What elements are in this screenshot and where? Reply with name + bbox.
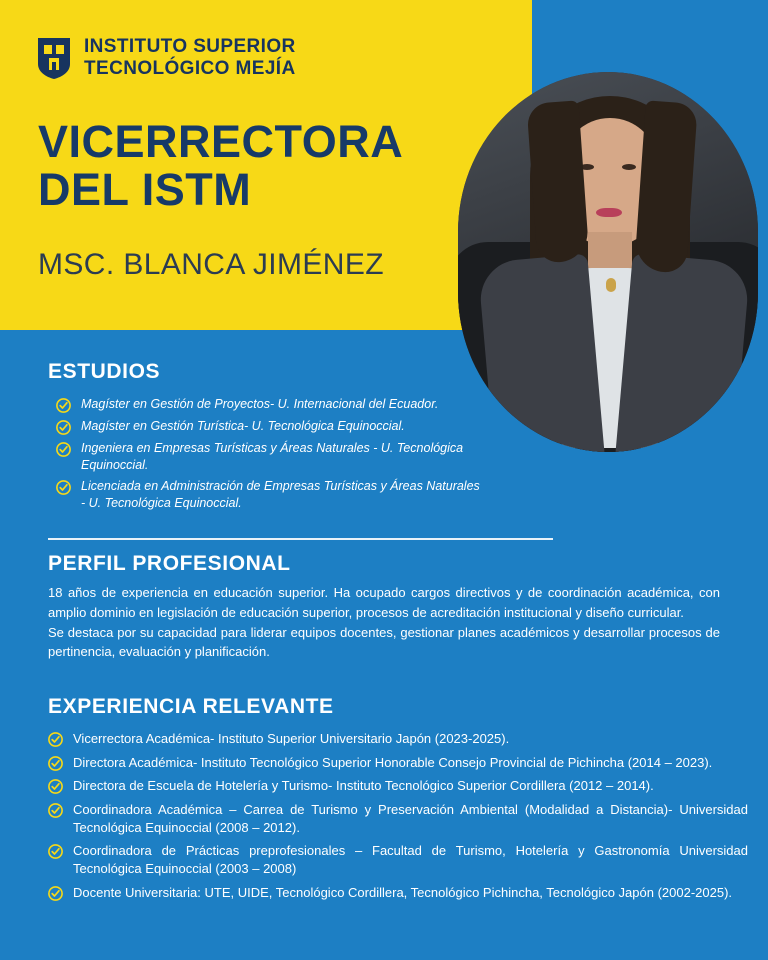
person-name: MSC. BLANCA JIMÉNEZ xyxy=(38,248,384,281)
section-heading-estudios: ESTUDIOS xyxy=(48,360,161,383)
portrait-photo xyxy=(458,72,758,452)
check-circle-icon xyxy=(56,442,71,457)
list-item-label: Directora de Escuela de Hotelería y Turismo- Instituto Tecnológico Superior Cordillera (2012 – 2014). xyxy=(73,778,654,794)
portrait-hair-front-left xyxy=(526,100,589,263)
check-circle-icon xyxy=(56,398,71,413)
list-item xyxy=(48,754,748,772)
check-circle-icon xyxy=(48,756,63,771)
check-circle-icon xyxy=(48,886,63,901)
list-item-label: Coordinadora de Prácticas preprofesionales – Facultad de Turismo, Hotelería y Gastronomía Universidad Tecnológica Equinoccial (2003 – 2008) xyxy=(73,843,748,877)
logo-text xyxy=(84,36,296,81)
list-item-label: Ingeniera en Empresas Turísticas y Áreas Naturales - U. Tecnológica Equinoccial. xyxy=(81,441,464,472)
list-item xyxy=(48,730,748,748)
list-item-label: Magíster en Gestión Turística- U. Tecnológica Equinoccial. xyxy=(81,419,405,433)
portrait-eye-right xyxy=(622,164,636,170)
portrait-jacket-right xyxy=(616,253,751,452)
check-circle-icon xyxy=(48,803,63,818)
list-item xyxy=(56,440,486,473)
title-line-2: DEL ISTM xyxy=(38,164,252,216)
check-circle-icon xyxy=(48,844,63,859)
list-item-label: Docente Universitaria: UTE, UIDE, Tecnológico Cordillera, Tecnológico Pichincha, Tecnológico Japón (2002-2025). xyxy=(73,884,733,900)
logo-line-1: INSTITUTO SUPERIOR xyxy=(84,36,296,57)
list-item-label: Coordinadora Académica – Carrea de Turismo y Preservación Ambiental (Modalidad a Distancia)- Universidad Tecnológica Equinoccial (2008 – 2012). xyxy=(73,802,748,835)
list-item-label: Vicerrectora Académica- Instituto Superior Universitario Japón (2023-2025). xyxy=(73,731,510,746)
section-divider xyxy=(48,538,553,540)
list-item xyxy=(48,842,748,877)
list-item-label: Licenciada en Administración de Empresas Turísticas y Áreas Naturales - U. Tecnológica Equinoccial. xyxy=(81,479,480,510)
experiencia-list xyxy=(48,730,748,907)
title-line-1: VICERRECTORA xyxy=(38,116,404,167)
institution-logo xyxy=(36,36,296,81)
logo-line-2: TECNOLÓGICO MEJÍA xyxy=(84,58,296,80)
list-item-label: Magíster en Gestión de Proyectos- U. Internacional del Ecuador. xyxy=(81,397,439,411)
list-item xyxy=(56,418,486,435)
check-circle-icon xyxy=(56,480,71,495)
section-heading-experiencia: EXPERIENCIA RELEVANTE xyxy=(48,695,334,718)
page-title xyxy=(38,118,403,214)
list-item xyxy=(56,478,486,511)
shield-crest-icon xyxy=(36,36,72,80)
check-circle-icon xyxy=(48,732,63,747)
portrait-necklace xyxy=(606,278,616,292)
check-circle-icon xyxy=(48,779,63,794)
portrait-jacket-left xyxy=(477,254,604,452)
list-item xyxy=(48,777,748,795)
estudios-list xyxy=(56,396,486,516)
list-item-label: Directora Académica- Instituto Tecnológico Superior Honorable Consejo Provincial de Pichincha (2014 – 2023). xyxy=(73,754,713,770)
section-heading-perfil: PERFIL PROFESIONAL xyxy=(48,552,291,575)
perfil-paragraph-2: Se destaca por su capacidad para liderar equipos docentes, gestionar planes académicos y desarrollar procesos de pertinencia, evaluación y planificación. xyxy=(48,624,720,660)
list-item xyxy=(48,884,748,902)
list-item xyxy=(56,396,486,413)
perfil-paragraph-1: 18 años de experiencia en educación superior. Ha ocupado cargos directivos y de coordinación académica, con amplio dominio en legislación de educación superior, procesos de acreditación institucional y diseño curricular. xyxy=(48,585,720,620)
portrait-mouth xyxy=(596,208,622,217)
list-item xyxy=(48,801,748,836)
check-circle-icon xyxy=(56,420,71,435)
perfil-body xyxy=(48,583,720,662)
